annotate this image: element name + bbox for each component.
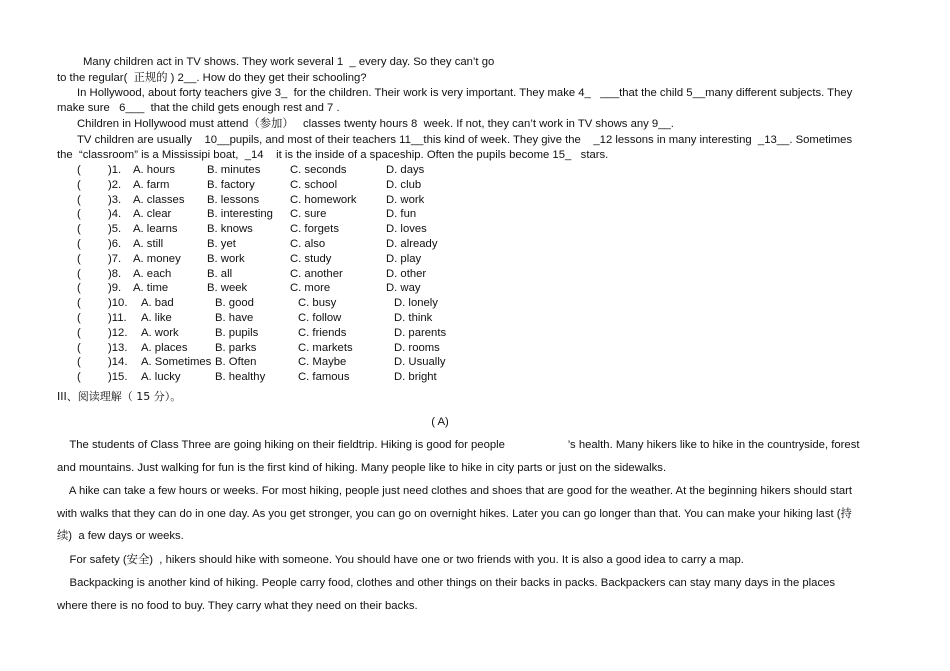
option-b: B. good (215, 297, 254, 310)
answer-blank[interactable]: ( (77, 282, 81, 295)
question-number: )4. (108, 208, 122, 221)
option-c: C. markets (298, 341, 353, 354)
option-b: B. pupils (215, 326, 259, 339)
option-d: D. Usually (394, 356, 446, 369)
passage-line-6: For safety (安全) , hikers should hike with someone. You should have one or two friends with you. It is also a good idea to carry a map. (57, 554, 744, 566)
answer-blank[interactable]: ( (77, 223, 81, 236)
option-b: B. have (215, 312, 254, 324)
answer-blank[interactable]: ( (77, 356, 81, 369)
option-a: A. bad (141, 297, 174, 310)
option-b: B. minutes (207, 164, 261, 176)
question-number: )2. (108, 178, 122, 191)
option-a: A. clear (133, 208, 172, 221)
option-a: A. hours (133, 164, 176, 176)
answer-blank[interactable]: ( (77, 208, 81, 221)
question-number: )1. (108, 164, 122, 176)
option-a: A. places (141, 341, 188, 354)
option-d: D. already (386, 238, 438, 250)
question-number: )3. (108, 193, 122, 206)
answer-blank[interactable]: ( (77, 193, 81, 206)
passage-line-8: where there is no food to buy. They carry what they need on their backs. (57, 600, 418, 612)
option-b: B. healthy (215, 371, 266, 384)
option-a: A. like (141, 312, 172, 324)
question-number: )5. (108, 223, 122, 236)
question-number: )12. (108, 326, 128, 339)
option-d: D. fun (386, 208, 417, 221)
question-number: )6. (108, 238, 122, 250)
option-a: A. still (133, 238, 164, 250)
passage-line-7: Backpacking is another kind of hiking. People carry food, clothes and other things on their backs in packs. Backpackers can stay many days in the places (57, 577, 836, 589)
question-number: )9. (108, 282, 122, 295)
passage-line-1: The students of Class Three are going hiking on their fieldtrip. Hiking is good for people ’s health. Many hikers like to hike in the countryside, forest (57, 439, 860, 451)
option-d: D. play (386, 252, 422, 265)
question-number: )15. (108, 371, 128, 384)
passage-label: ( A) (431, 416, 449, 428)
question-number: )10. (108, 297, 128, 310)
answer-blank[interactable]: ( (77, 341, 81, 354)
option-c: C. follow (298, 312, 342, 324)
option-d: D. club (386, 178, 422, 191)
option-c: C. study (290, 252, 332, 265)
option-c: C. seconds (290, 164, 347, 176)
cloze-line-1: Many children act in TV shows. They work several 1 _ every day. So they can’t go (83, 56, 495, 68)
option-d: D. other (386, 267, 427, 280)
answer-blank[interactable]: ( (77, 326, 81, 339)
cloze-line-2: to the regular( 正规的 ) 2__. How do they get their schooling? (57, 72, 367, 84)
option-a: A. lucky (141, 371, 181, 384)
option-b: B. week (207, 282, 248, 295)
cloze-line-7: the “classroom” is a Mississipi boat, _14 it is the inside of a spaceship. Often the pupils become 15_ stars. (57, 149, 609, 161)
option-a: A. Sometimes (141, 356, 212, 369)
answer-blank[interactable]: ( (77, 371, 81, 384)
passage-line-5: 续) a few days or weeks. (57, 530, 184, 542)
option-b: B. work (207, 252, 245, 265)
question-number: )11. (108, 312, 127, 324)
option-c: C. more (290, 282, 331, 295)
option-b: B. interesting (207, 208, 273, 221)
option-c: C. forgets (290, 223, 339, 236)
option-a: A. money (133, 252, 181, 265)
answer-blank[interactable]: ( (77, 297, 81, 310)
passage-line-2: and mountains. Just walking for fun is the first kind of hiking. Many people like to hike in city parts or just on the sidewalks. (57, 462, 667, 474)
question-number: )8. (108, 267, 122, 280)
option-b: B. parks (215, 341, 257, 354)
option-d: D. work (386, 193, 425, 206)
option-d: D. parents (394, 326, 447, 339)
option-c: C. sure (290, 208, 327, 221)
option-c: C. school (290, 178, 338, 191)
option-b: B. factory (207, 178, 255, 191)
option-a: A. work (141, 326, 179, 339)
option-d: D. bright (394, 371, 437, 384)
question-number: )13. (108, 341, 128, 354)
option-a: A. each (133, 267, 172, 280)
section-heading: III、阅读理解（ 15 分）。 (57, 390, 182, 403)
option-d: D. rooms (394, 341, 440, 354)
option-c: C. famous (298, 371, 350, 384)
option-d: D. days (386, 164, 425, 176)
answer-blank[interactable]: ( (77, 178, 81, 191)
cloze-line-4: make sure 6___ that the child gets enough rest and 7 . (57, 102, 340, 114)
cloze-line-5: Children in Hollywood must attend（参加） classes twenty hours 8 week. If not, they can’t work in TV shows any 9__. (77, 118, 674, 130)
passage-line-4: with walks that they can do in one day. As you get stronger, you can go on overnight hikes. Later you can go longer than that. You can make your hiking last (持 (57, 508, 852, 520)
option-c: C. busy (298, 297, 337, 310)
option-c: C. homework (290, 193, 357, 206)
option-d: D. think (394, 312, 433, 324)
answer-blank[interactable]: ( (77, 164, 81, 176)
cloze-line-6: TV children are usually 10__pupils, and most of their teachers 11__this kind of week. They give the _12 lessons in many interesting _13__. Sometimes (77, 134, 853, 146)
answer-blank[interactable]: ( (77, 238, 81, 250)
option-c: C. another (290, 267, 343, 280)
option-a: A. classes (133, 193, 185, 206)
option-b: B. Often (215, 356, 257, 369)
question-number: )7. (108, 252, 122, 265)
option-b: B. yet (207, 238, 236, 250)
option-c: C. friends (298, 326, 347, 339)
option-a: A. learns (133, 223, 178, 236)
passage-line-3: A hike can take a few hours or weeks. For most hiking, people just need clothes and shoes that are good for the weather. At the beginning hikers should start (57, 485, 853, 497)
answer-blank[interactable]: ( (77, 267, 81, 280)
cloze-line-3: In Hollywood, about forty teachers give 3_ for the children. Their work is very important. They make 4_ ___that the child 5__many different subjects. They (77, 87, 853, 99)
option-a: A. time (133, 282, 169, 295)
answer-blank[interactable]: ( (77, 252, 81, 265)
option-d: D. lonely (394, 297, 438, 310)
option-d: D. way (386, 282, 421, 295)
option-d: D. loves (386, 223, 427, 236)
answer-blank[interactable]: ( (77, 312, 81, 324)
question-number: )14. (108, 356, 128, 369)
option-b: B. knows (207, 223, 253, 236)
option-b: B. all (207, 267, 233, 280)
option-c: C. Maybe (298, 356, 347, 369)
option-b: B. lessons (207, 193, 260, 206)
option-a: A. farm (133, 178, 170, 191)
option-c: C. also (290, 238, 326, 250)
